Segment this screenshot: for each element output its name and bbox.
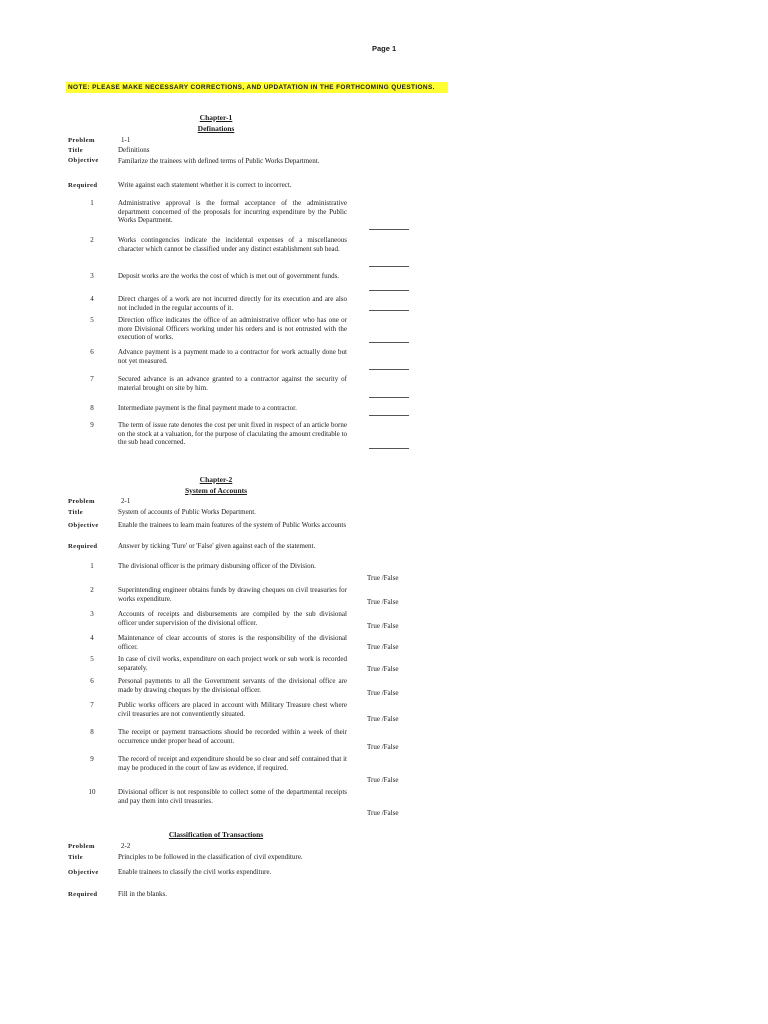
statement: Secured advance is an advance granted to a contractor against the security of material brought on site by him. xyxy=(118,375,347,392)
true-false-option[interactable]: True /False xyxy=(367,665,399,673)
answer-blank[interactable] xyxy=(369,310,409,311)
title-value: Principles to be followed in the classification of civil expenditure. xyxy=(118,853,303,861)
chapter-2-heading: System of Accounts xyxy=(184,486,248,495)
chapter-1-heading: Definations xyxy=(197,124,235,133)
item-number: 2 xyxy=(90,586,94,594)
item-number: 5 xyxy=(90,655,94,663)
answer-blank[interactable] xyxy=(369,342,409,343)
note-banner: NOTE: PLEASE MAKE NECESSARY CORRECTIONS, AND UPDATATION IN THE FORTHCOMING QUESTIONS. xyxy=(66,82,448,93)
statement: Accounts of receipts and disbursements are compiled by the sub divisional officer under supervision of the divisional officer. xyxy=(118,610,347,627)
true-false-option[interactable]: True /False xyxy=(367,809,399,817)
item-number: 6 xyxy=(90,348,94,356)
item-number: 9 xyxy=(90,755,94,763)
true-false-option[interactable]: True /False xyxy=(367,715,399,723)
title-value: System of accounts of Public Works Department. xyxy=(118,508,256,516)
objective-value: Enable trainees to classify the civil works expenditure. xyxy=(118,868,272,876)
section-heading: Classification of Transactions xyxy=(168,830,264,839)
problem-value: 2-2 xyxy=(121,842,131,850)
answer-blank[interactable] xyxy=(369,415,409,416)
statement: The record of receipt and expenditure should be so clear and self contained that it may be produced in the court of law as evidence, if required. xyxy=(118,755,347,772)
answer-blank[interactable] xyxy=(369,290,409,291)
chapter-1-title: Chapter-1 xyxy=(199,113,233,122)
item-number: 6 xyxy=(90,677,94,685)
chapter-2-title: Chapter-2 xyxy=(199,475,233,484)
answer-blank[interactable] xyxy=(369,369,409,370)
problem-label: Problem xyxy=(68,498,95,505)
item-number: 5 xyxy=(90,316,94,324)
true-false-option[interactable]: True /False xyxy=(367,574,399,582)
item-number: 4 xyxy=(90,634,94,642)
statement: Divisional officer is not responsible to collect some of the departmental receipts and pay them into civil treasuries. xyxy=(118,788,347,805)
statement: Direction office indicates the office of an administrative officer who has one or more Divisional Officers working under his orders and is not entrusted with the execution of works. xyxy=(118,316,347,342)
item-number: 7 xyxy=(90,375,94,383)
statement: Direct charges of a work are not incurred directly for its execution and are also not included in the regular accounts of it. xyxy=(118,295,347,312)
true-false-option[interactable]: True /False xyxy=(367,643,399,651)
statement: Public works officers are placed in account with Military Treasure chest where civil treasuries are not conventiently situated. xyxy=(118,701,347,718)
item-number: 3 xyxy=(90,272,94,280)
problem-value: 1-1 xyxy=(121,136,131,144)
true-false-option[interactable]: True /False xyxy=(367,622,399,630)
required-value: Fill in the blanks. xyxy=(118,890,167,898)
statement: Maintenance of clear accounts of stores is the responsibility of the divisional officer. xyxy=(118,634,347,651)
true-false-option[interactable]: True /False xyxy=(367,689,399,697)
objective-label: Objective xyxy=(68,522,99,529)
item-number: 3 xyxy=(90,610,94,618)
problem-label: Problem xyxy=(68,843,95,850)
statement: Superintending engineer obtains funds by drawing cheques on civil treasuries for works expenditure. xyxy=(118,586,347,603)
item-number: 8 xyxy=(90,404,94,412)
title-value: Definitions xyxy=(118,146,150,154)
item-number: 4 xyxy=(90,295,94,303)
title-label: Title xyxy=(68,509,84,516)
statement: Deposit works are the works the cost of which is met out of government funds. xyxy=(118,272,340,280)
required-label: Required xyxy=(68,182,98,189)
objective-label: Objective xyxy=(68,869,99,876)
objective-label: Objective xyxy=(68,157,99,164)
item-number: 9 xyxy=(90,421,94,429)
required-label: Required xyxy=(68,543,98,550)
true-false-option[interactable]: True /False xyxy=(367,598,399,606)
true-false-option[interactable]: True /False xyxy=(367,743,399,751)
objective-value: Enable the trainees to learn main features of the system of Public Works accounts xyxy=(118,521,347,529)
statement: Works contingencies indicate the incidental expenses of a miscellaneous character which cannot be classified under any distinct establishment sub head. xyxy=(118,236,347,253)
required-value: Write against each statement whether it is correct to incorrect. xyxy=(118,181,292,189)
item-number: 2 xyxy=(90,236,94,244)
statement: Administrative approval is the formal acceptance of the administrative department concerned of the proposals for incurring expenditure by the Public Works Department. xyxy=(118,199,347,225)
item-number: 8 xyxy=(90,728,94,736)
answer-blank[interactable] xyxy=(369,229,409,230)
statement: Intermediate payment is the final payment made to a contractor. xyxy=(118,404,297,412)
statement: The term of issue rate denotes the cost per unit fixed in respect of an article borne on the stock at a valuation, for the purpose of claculating the amount creditable to the sub head concerned. xyxy=(118,421,347,447)
statement: Personal payments to all the Government servants of the divisional office are made by drawing cheques by the divisional officer. xyxy=(118,677,347,694)
statement: The divisional officer is the primary disbursing officer of the Division. xyxy=(118,562,316,570)
item-number: 1 xyxy=(90,562,94,570)
answer-blank[interactable] xyxy=(369,397,409,398)
item-number: 7 xyxy=(90,701,94,709)
page-number: Page 1 xyxy=(372,44,397,53)
title-label: Title xyxy=(68,147,84,154)
objective-value: Familarize the trainees with defined terms of Public Works Department. xyxy=(118,157,320,165)
answer-blank[interactable] xyxy=(369,448,409,449)
answer-blank[interactable] xyxy=(369,266,409,267)
problem-label: Problem xyxy=(68,137,95,144)
item-number: 10 xyxy=(88,788,96,796)
statement: The receipt or payment transactions should be recorded within a week of their occurrence under proper head of account. xyxy=(118,728,347,745)
statement: In case of civil works, expenditure on each project work or sub work is recorded separately. xyxy=(118,655,347,672)
required-value: Answer by ticking 'Ture' or 'False' given against each of the statement. xyxy=(118,542,316,550)
problem-value: 2-1 xyxy=(121,497,131,505)
required-label: Required xyxy=(68,891,98,898)
statement: Advance payment is a payment made to a contractor for work actually done but not yet measured. xyxy=(118,348,347,365)
title-label: Title xyxy=(68,854,84,861)
true-false-option[interactable]: True /False xyxy=(367,776,399,784)
item-number: 1 xyxy=(90,199,94,207)
